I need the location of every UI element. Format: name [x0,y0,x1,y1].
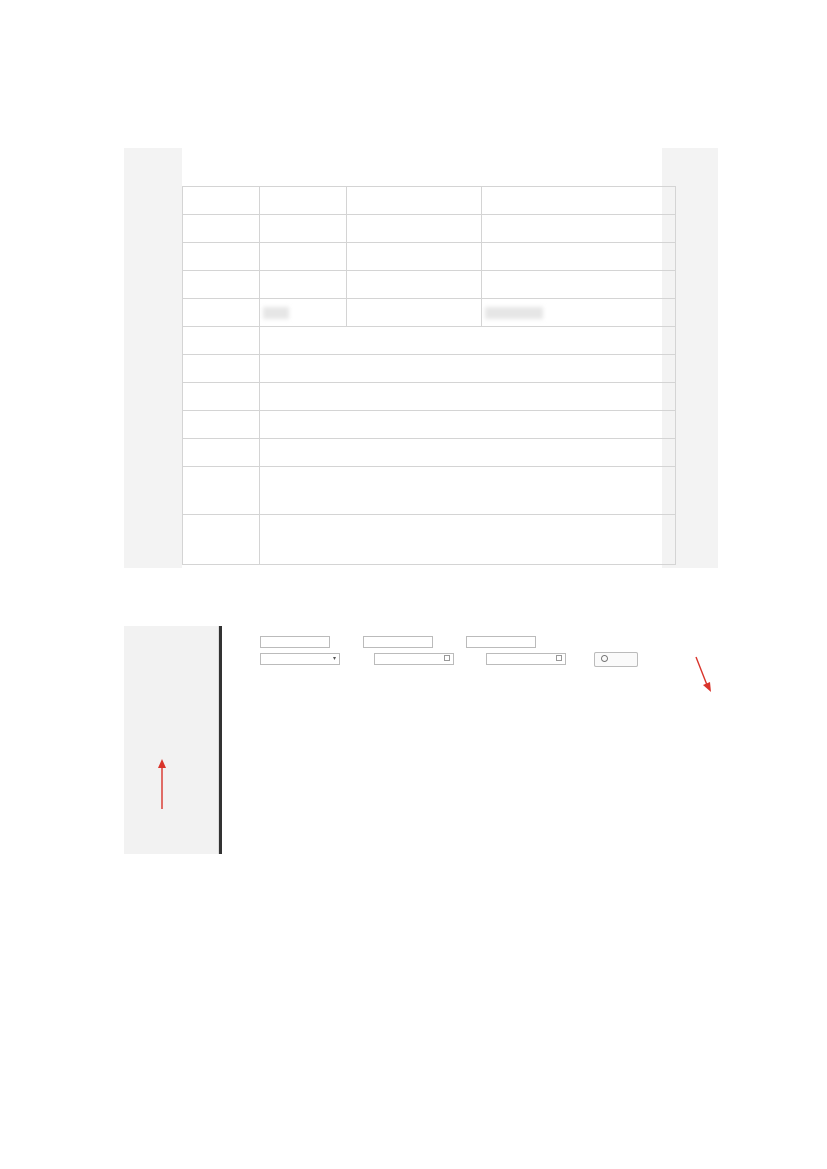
detail-row [183,299,676,327]
paragraph-2 [127,858,701,880]
detail-label [183,243,260,271]
type-filter-select[interactable] [260,653,340,665]
detail-value [260,187,347,215]
time-end-input[interactable] [486,653,566,665]
detail-value [482,187,676,215]
date-value [260,355,676,383]
task-details-table [182,186,676,565]
venue-value [260,383,676,411]
calendar-icon [444,655,450,661]
redacted-value [263,307,289,319]
task-details-panel [182,148,662,568]
level-value [260,327,676,355]
detail-value [260,299,347,327]
phone-filter-input[interactable] [466,636,536,648]
detail-label [347,299,482,327]
content-label [183,515,260,565]
content-value [260,515,676,565]
detail-label [347,215,482,243]
detail-value [482,215,676,243]
contact-filter-input[interactable] [363,636,433,648]
detail-row [183,215,676,243]
search-button[interactable] [594,652,638,667]
detail-label [347,243,482,271]
name-filter-input[interactable] [260,636,330,648]
address-label [183,411,260,439]
detail-row [183,187,676,215]
redacted-value [485,307,543,319]
detail-value [260,271,347,299]
date-label [183,355,260,383]
target-label [183,439,260,467]
detail-label [347,271,482,299]
detail-value [482,271,676,299]
sidebar [124,626,219,854]
detail-row [183,271,676,299]
level-label [183,327,260,355]
calendar-icon [556,655,562,661]
search-icon [601,655,608,662]
intro-value [260,467,676,515]
detail-label [183,215,260,243]
task-details-screenshot [124,148,718,568]
detail-value [482,299,676,327]
intro-label [183,467,260,515]
service-targets [260,439,676,467]
detail-label [183,299,260,327]
time-start-input[interactable] [374,653,454,665]
detail-label [183,187,260,215]
detail-row [183,243,676,271]
chevron-down-icon: ▾ [332,655,336,662]
detail-value [260,243,347,271]
detail-value [482,243,676,271]
venue-label [183,383,260,411]
detail-label [347,187,482,215]
task-details-heading [182,148,662,186]
detail-label [183,271,260,299]
activity-list-panel [222,626,718,854]
backend-screenshot [124,626,718,854]
detail-value [260,215,347,243]
paragraph-1 [127,576,701,598]
address-value [260,411,676,439]
